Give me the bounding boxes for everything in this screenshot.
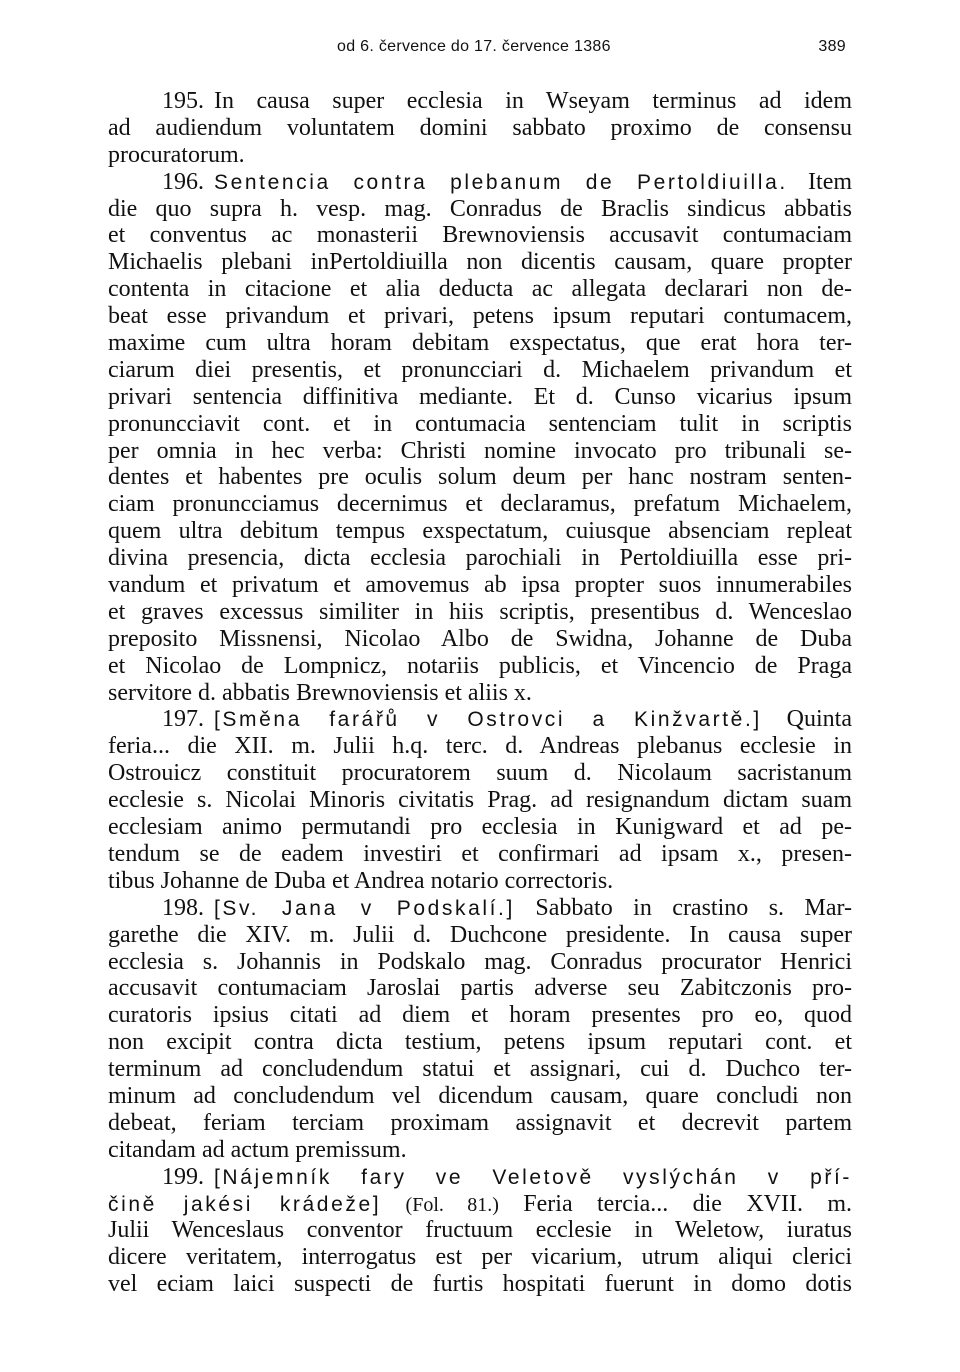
entry-196-line: Michaelis plebani inPertoldiuilla non dicentis causam, quare propter <box>108 249 852 276</box>
entry-197-line: ecclesiam animo permutandi pro ecclesia in Kunigward et ad pe- <box>108 814 852 841</box>
entry-197-line: tibus Johanne de Duba et Andrea notario correctoris. <box>108 867 614 894</box>
entry-199-heading-line <box>108 1164 852 1191</box>
entry-title: [Sv. Jana v Podskalí.] <box>214 896 515 920</box>
entry-198-line: accusavit contumaciam Jaroslai partis adverse seu Zabitczonis pro- <box>108 975 852 1002</box>
entry-196-line: et graves excessus similiter in hiis scriptis, presentibus d. Wenceslao <box>108 598 852 625</box>
entry-196-line: divina presencia, dicta ecclesia parochiali in Pertoldiuilla esse pri- <box>108 545 852 572</box>
entry-196-line: maxime cum ultra horam debitam exspectatus, que erat hora ter- <box>108 330 852 357</box>
entry-number: 195. <box>162 88 204 114</box>
entry-196-heading-line <box>108 169 852 196</box>
running-head <box>108 38 852 62</box>
entry-197-line: ecclesie s. Nicolai Minoris civitatis Prag. ad resignandum dictam suam <box>108 787 852 814</box>
entry-title: Sentencia contra plebanum de Pertoldiuilla. <box>214 170 788 194</box>
entry-number: 197. <box>162 706 204 733</box>
entry-text: Sabbato in crastino s. Mar- <box>535 894 852 921</box>
entry-title: [Nájemník fary ve Veletově vyslýchán v pří- <box>214 1165 852 1189</box>
entry-199-line: vel eciam laici suspecti de furtis hospitati fuerunt in domo dotis <box>108 1271 852 1298</box>
entry-number: 196. <box>162 168 204 195</box>
entry-196-line: pronuncciavit cont. et in contumacia sentenciam tulit in scriptis <box>108 410 852 437</box>
entry-196-line: die quo supra h. vesp. mag. Conradus de Braclis sindicus abbatis <box>108 195 852 222</box>
document-page <box>108 0 852 1372</box>
entry-196-line: preposito Missnensi, Nicolao Albo de Swidna, Johanne de Duba <box>108 625 852 652</box>
entry-196-line: privari sentencia diffinitiva mediante. Et d. Cunso vicarius ipsum <box>108 383 852 410</box>
entry-198-line: curatoris ipsius citati ad diem et horam presentes pro eo, quod <box>108 1002 852 1029</box>
running-title: od 6. července do 17. července 1386 <box>337 38 611 55</box>
entry-197-line: Ostrouicz constituit procuratorem suum d. Nicolaum sacristanum <box>108 760 852 787</box>
entry-198-line: non excipit contra dicta testium, petens ipsum reputari cont. et <box>108 1029 852 1056</box>
entry-196-line: dentes et habentes pre oculis solum deum per hanc nostram senten- <box>108 464 852 491</box>
entry-196-line: vandum et privatum et amovemus ab ipsa propter suos innumerabiles <box>108 572 852 599</box>
entry-197-line: tendum se de eadem investiri et confirmari ad ipsam x., presen- <box>108 840 852 867</box>
entry-title: [Směna farářů v Ostrovci a Kinžvartě.] <box>214 708 762 732</box>
entry-195-line: ad audiendum voluntatem domini sabbato proximo de consensu <box>108 114 852 141</box>
entry-number: 198. <box>162 894 204 921</box>
entry-text: In causa super ecclesia in Wseyam terminus ad idem <box>214 88 852 114</box>
entry-199-heading-line <box>108 1191 852 1218</box>
entry-198-line: garethe die XIV. m. Julii d. Duchcone presidente. In causa super <box>108 921 852 948</box>
entry-number: 199. <box>162 1163 204 1190</box>
entry-196-line: et conventus ac monasterii Brewnoviensis accusavit contumaciam <box>108 222 852 249</box>
entry-196-line: ciarum diei presentis, et pronuncciari d. Michaelem privandum et <box>108 356 852 383</box>
entry-198-line: terminum ad concludendum statui et assignari, cui d. Duchco ter- <box>108 1056 852 1083</box>
entry-199-line: Julii Wenceslaus conventor fructuum ecclesie in Weletow, iuratus <box>108 1217 852 1244</box>
entry-198-line: debeat, feriam terciam proximam assignavit et decrevit partem <box>108 1109 852 1136</box>
entry-text: Quinta <box>786 706 852 733</box>
entry-195-line: procuratorum. <box>108 141 245 168</box>
entry-196-line: beat esse privandum et privari, petens ipsum reputari contumacem, <box>108 303 852 330</box>
page-number: 389 <box>818 38 846 55</box>
entry-198-line: citandam ad actum premissum. <box>108 1136 407 1163</box>
document-body <box>108 88 852 1298</box>
entry-199-line: dicere veritatem, interrogatus est per vicarium, utrum aliqui clerici <box>108 1244 852 1271</box>
entry-196-line: quem ultra debitum tempus exspectatum, cuiusque absenciam repleat <box>108 518 852 545</box>
entry-197-heading-line <box>108 706 852 733</box>
entry-198-line: ecclesia s. Johannis in Podskalo mag. Conradus procurator Henrici <box>108 948 852 975</box>
entry-198-line: minum ad concludendum vel dicendum causam, quare concludi non <box>108 1082 852 1109</box>
entry-text: Item <box>808 168 853 195</box>
entry-196-line: servitore d. abbatis Brewnoviensis et aliis x. <box>108 679 532 706</box>
entry-196-line: contenta in citacione et alia deducta ac allegata declarari non de- <box>108 276 852 303</box>
entry-196-line: ciam pronuncciamus decernimus et declaramus, prefatum Michaelem, <box>108 491 852 518</box>
entry-197-line: feria... die XII. m. Julii h.q. terc. d. Andreas plebanus ecclesie in <box>108 733 852 760</box>
entry-195-line <box>108 88 852 115</box>
folio-reference: (Fol. 81.) <box>405 1193 499 1216</box>
entry-title-continued: čině jakési krádeže] <box>108 1192 382 1216</box>
entry-196-line: et Nicolao de Lompnicz, notariis publicis, et Vincencio de Praga <box>108 652 852 679</box>
entry-198-heading-line <box>108 895 852 922</box>
entry-196-line: per omnia in hec verba: Christi nomine invocato pro tribunali se- <box>108 437 852 464</box>
entry-text: Feria tercia... die XVII. m. <box>523 1190 853 1217</box>
